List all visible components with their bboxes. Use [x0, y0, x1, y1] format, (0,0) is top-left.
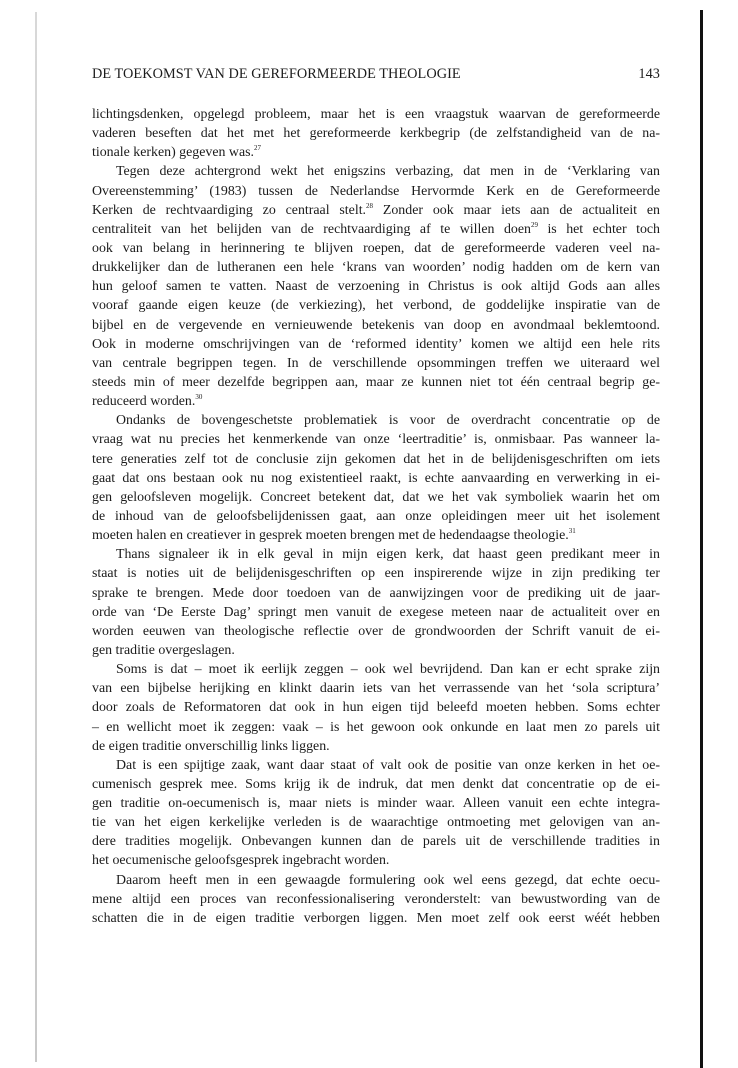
text-line: Dat is een spijtige zaak, want daar staat of valt ook de positie van onze kerken in het oe-: [116, 757, 660, 773]
body-text: [92, 105, 660, 928]
text-line: door zoals de Reformatoren dat ook in hun eigen tijd beleefd moeten hebben. Soms echter: [92, 700, 660, 716]
text-line: de eigen traditie onverschillig links liggen.: [92, 738, 330, 754]
text-line: vooraf gaande eigen keuze (de verkiezing), het verbond, de goddelijke inspiratie van de: [92, 298, 660, 314]
text-line: vaderen beseften dat het met het gereformeerde kerkbegrip (de zelfstandigheid van de na-: [92, 126, 660, 142]
text-line: gen traditie on-oecumenisch is, maar niets is minder waar. Alleen vanuit een echte integra-: [92, 796, 660, 812]
text-line: vraag wat nu precies het kenmerkende van onze ‘leertraditie’ is, onmisbaar. Pas wanneer la-: [92, 432, 660, 448]
text-line: drukkelijker dan de lutheranen een hele ‘krans van woorden’ nodig hadden om de kern van: [92, 260, 660, 276]
text-line: het oecumenische geloofsgesprek ingebracht worden.: [92, 853, 390, 869]
text-line: bijbel en de vergevende en vernieuwende betekenis van doop en avondmaal beklemtoond.: [92, 317, 660, 333]
paragraph-5: [92, 660, 660, 756]
text-line: cumenisch gesprek mee. Soms krijg ik de indruk, dat men denkt dat concentratie op de ei-: [92, 776, 660, 792]
footnote-ref: 31: [568, 527, 576, 536]
text-line: Kerken de rechtvaardiging zo centraal stelt.$^{28}$ Zonder ook maar iets aan de actualiteit en: [92, 201, 660, 218]
page-number: 143: [638, 66, 660, 82]
text-line: Ondanks de bovengeschetste problematiek is voor de overdracht concentratie op de: [116, 413, 660, 429]
paragraph-3: [92, 411, 660, 545]
text-line: moeten halen en creatiever in gesprek moeten brengen met de hedendaagse theologie.$^{31}$: [92, 527, 576, 544]
text-line: van centrale begrippen tegen. In de verschillende opsommingen treffen we uiteraard wel: [92, 355, 660, 371]
text-line: reduceerd worden.$^{30}$: [92, 393, 203, 410]
text-line: sprake te brengen. Mede door toedoen van de aanwijzingen voor de prediking uit de jaar-: [92, 585, 660, 601]
text-line: van een bijbelse herijking en klinkt daarin iets van het verrassende van het ‘sola scriptura’: [92, 681, 660, 697]
footnote-ref: 30: [195, 393, 203, 402]
text-line: mene altijd een proces van reconfessionalisering veronderstelt: van bewustwording van de: [92, 891, 660, 907]
footnote-ref: 27: [254, 144, 261, 153]
text-line: staat is noties uit de belijdenisgeschriften op een inspirerende wijze in zijn prediking ter: [92, 566, 660, 582]
text-line: tionale kerken) gegeven was.$^{27}$: [92, 144, 261, 161]
text-line: ook van belang in herinnering te blijven roepen, dat de gereformeerde vaderen veel na-: [92, 240, 660, 256]
text-line: gaat dat ons bestaan ook nu nog existentieel raakt, is echte aanvaarding en verwerking in ei-: [92, 470, 660, 486]
text-line: – en wellicht moet ik zeggen: vaak – is het gewoon ook onkunde en laat men zo parels uit: [92, 719, 660, 735]
paragraph-2: [92, 162, 660, 411]
text-line: orde van ‘De Eerste Dag’ springt men vanuit de exegese meteen naar de actualiteit over en: [92, 604, 660, 620]
text-line: worden eeuwen van theologische reflectie over de grondwoorden der Schrift vanuit de ei-: [92, 623, 660, 639]
text-line: lichtingsdenken, opgelegd probleem, maar het is een vraagstuk waarvan de gereformeerde: [92, 107, 660, 122]
text-line: tie van het eigen kerkelijke verleden is de waarachtige ontmoeting met gelovigen van an-: [92, 815, 660, 831]
paragraph-7: [92, 871, 660, 928]
text-line: de inhoud van de geloofsbelijdenissen gaat, aan onze opleidingen meer uit het isolement: [92, 508, 660, 524]
text-line: Ook in moderne omschrijvingen van de ‘reformed identity’ komen we altijd een hele rits: [92, 336, 660, 352]
text-line: Thans signaleer ik in elk geval in mijn eigen kerk, dat haast geen predikant meer in: [116, 547, 660, 563]
text-line: tere generaties zelf tot de conclusie zijn gekomen dat het in de belijdenisgeschriften om iets: [92, 451, 660, 467]
footnote-ref: 28: [366, 201, 374, 210]
text-line: schatten die in de eigen traditie verborgen liggen. Men moet zelf ook eerst wéét hebben: [92, 910, 660, 926]
text-line: hun geloof samen te vatten. Naast de verzoening in Christus is ook altijd Gods aan alles: [92, 279, 660, 295]
text-line: Tegen deze achtergrond wekt het enigszins verbazing, dat men in de ‘Verklaring van: [116, 164, 660, 180]
paragraph-4: [92, 545, 660, 660]
left-page-edge: [35, 12, 37, 1062]
paragraph-1: [92, 105, 660, 162]
running-head-title: DE TOEKOMST VAN DE GEREFORMEERDE THEOLOGIE: [92, 66, 461, 82]
text-line: Overeenstemming’ (1983) tussen de Nederlandse Hervormde Kerk en de Gereformeerde: [92, 183, 660, 199]
footnote-ref: 29: [530, 220, 538, 229]
text-line: steeds min of meer dezelfde begrippen aan, maar ze kunnen niet tot één centraal begrip ge-: [92, 374, 660, 390]
text-line: Daarom heeft men in een gewaagde formulering ook wel eens gezegd, dat echte oecu-: [116, 872, 660, 888]
text-line: gen geloofsleven mogelijk. Concreet betekent dat, dat we het vak symboliek waarin het om: [92, 489, 660, 505]
right-page-edge: [700, 10, 703, 1068]
paragraph-6: [92, 756, 660, 871]
text-line: dere tradities mogelijk. Onbevangen kunnen dan de parels uit de verschillende tradities in: [92, 834, 660, 850]
text-line: gen traditie overgeslagen.: [92, 642, 235, 658]
text-line: centraliteit van het belijden van de rechtvaardiging af te willen doen$^{29}$ is het echter toch: [92, 220, 660, 237]
text-line: Soms is dat – moet ik eerlijk zeggen – ook wel bevrijdend. Dan kan er echt sprake zijn: [116, 662, 660, 678]
